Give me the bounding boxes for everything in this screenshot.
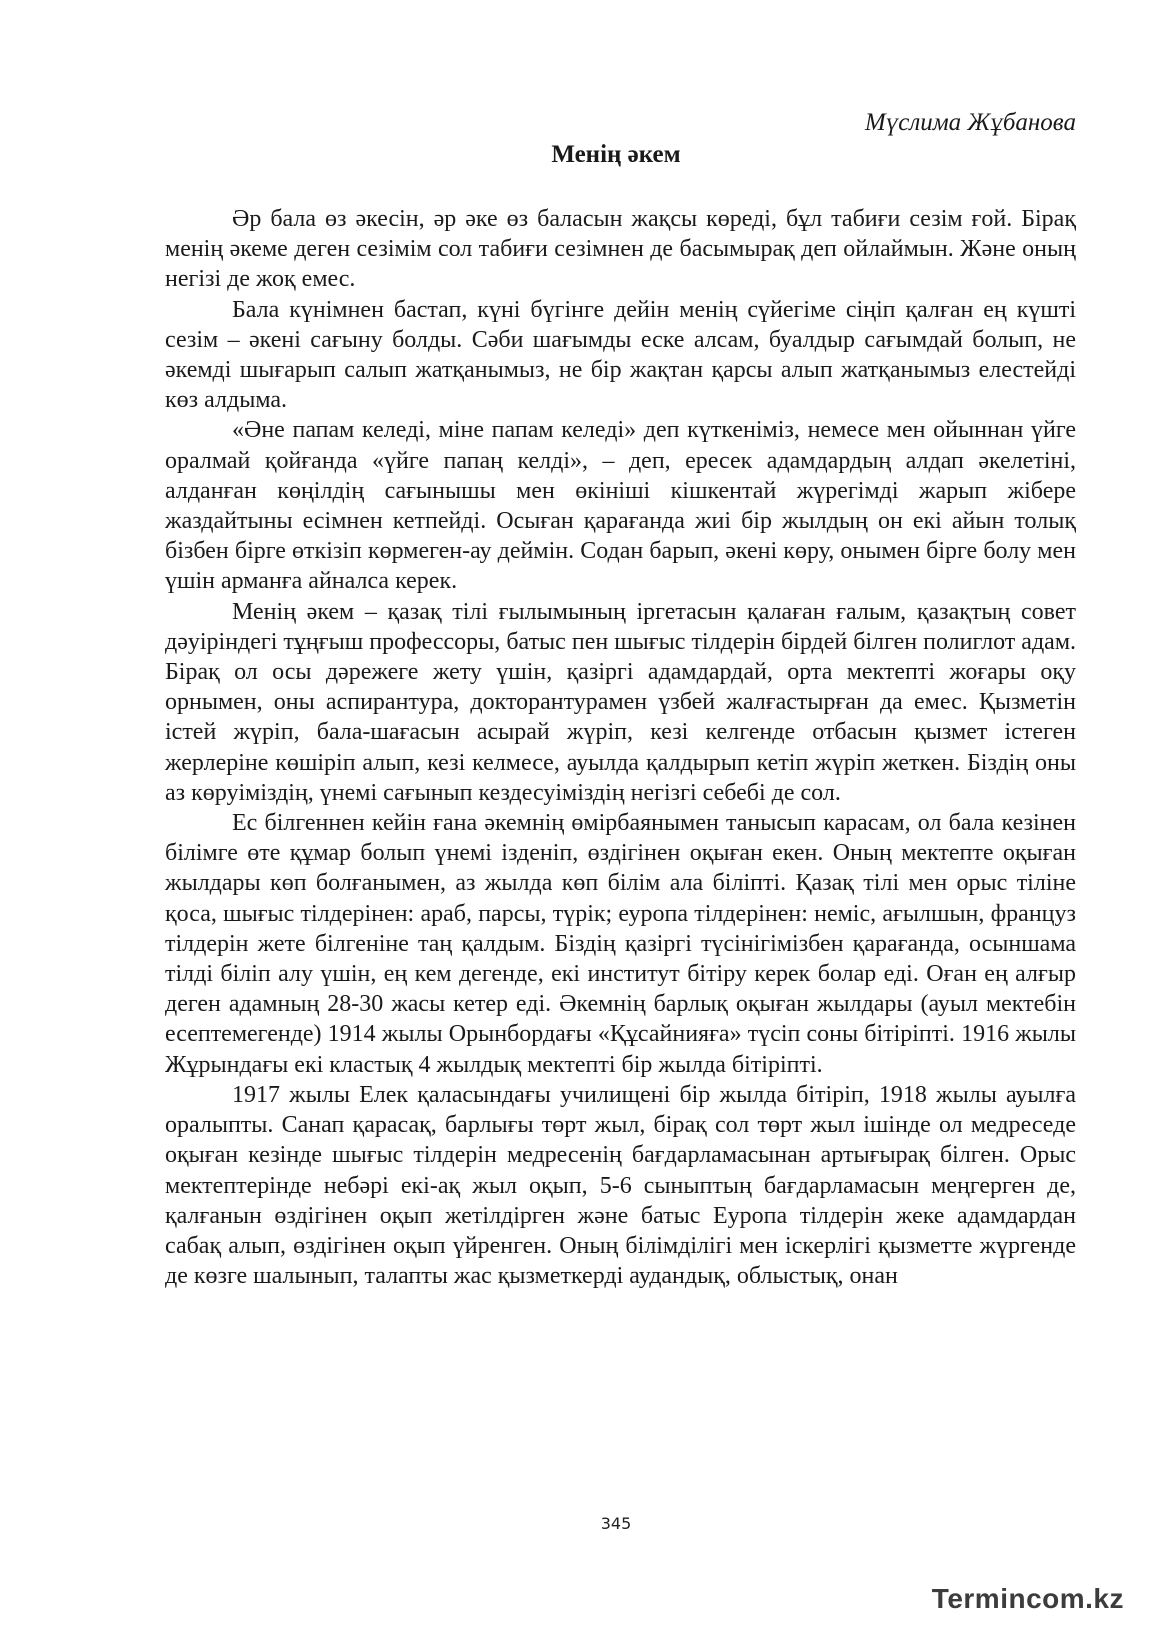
paragraph: 1917 жылы Елек қаласындағы училищені бір жылда бітіріп, 1918 жылы ауылға оралыпты. Санап қарасақ, барлығы төрт жыл, бірақ сол төрт жыл ішінде ол медреседе оқыған кезінде шығыс тілдерін медресенің бағдарламасынан артығырақ білген. Орыс мектептерінде небәрі екі-ақ жыл оқып, 5-6 сыныптың бағдарламасын меңгерген де, қалғанын өздігінен оқып жетілдірген және батыс Еуропа тілдерін жеке адамдардан сабақ алып, өздігінен оқып үйренген. Оның білімділігі мен іскерлігі қызметте жүргенде де көзге шалынып, талапты жас қызметкерді аудандық, облыстық, онан [165,1081,1076,1290]
paragraph: Әр бала өз әкесін, әр әке өз баласын жақсы көреді, бұл табиғи сезім ғой. Бірақ менің әкеме деген сезімім сол табиғи сезімнен де басымырақ деп ойлаймын. Және оның негізі де жоқ емес. [165,206,1076,293]
article-body [165,204,1076,1291]
author-name: Мүслима Жұбанова [864,109,1076,136]
paragraph: «Әне папам келеді, міне папам келеді» деп күткеніміз, немесе мен ойыннан үйге оралмай қойғанда «үйге папаң келді», – деп, ересек адамдардың алдап әкелетіні, алданған көңілдің сағынышы мен өкініші кішкентай жүрегімді жарып жібере жаздайтыны есімнен кетпейді. Осыған қарағанда жиі бір жылдың он екі айын толық бізбен бірге өткізіп көрмеген-ау деймін. Содан барып, әкені көру, онымен бірге болу мен үшін арманға айналса керек. [165,417,1076,595]
page-number: 345 [600,1514,632,1533]
site-watermark: Termincom.kz [931,1583,1124,1614]
paragraph: Бала күнімнен бастап, күні бүгінге дейін менің сүйегіме сіңіп қалған ең күшті сезім – әкені сағыну болды. Сәби шағымды еске алсам, буалдыр сағымдай болып, не әкемді шығарып салып жатқанымыз, не бір жақтан қарсы алып жатқанымыз елестейді көз алдыма. [165,296,1076,414]
paragraph: Ес білгеннен кейін ғана әкемнің өмірбаянымен танысып карасам, ол бала кезінен білімге өте құмар болып үнемі ізденіп, өздігінен оқыған екен. Оның мектепте оқыған жылдары көп болғанымен, аз жылда көп білім ала біліпті. Қазақ тілі мен орыс тіліне қоса, шығыс тілдерінен: араб, парсы, түрік; еуропа тілдерінен: неміс, ағылшын, француз тілдерін жете білгеніне таң қалдым. Біздің қазіргі түсінігімізбен қарағанда, осыншама тілді біліп алу үшін, ең кем дегенде, екі институт бітіру керек болар еді. Оған ең алғыр деген адамның 28-30 жасы кетер еді. Әкемнің барлық оқыған жылдары (ауыл мектебін есептемегенде) 1914 жылы Орынбордағы «Құсайнияға» түсіп соны бітіріпті. 1916 жылы Жұрындағы екі кластық 4 жылдық мектепті бір жылда бітіріпті. [165,810,1076,1078]
article-title: Менің әкем [551,141,681,168]
paragraph: Менің әкем – қазақ тілі ғылымының іргетасын қалаған ғалым, қазақтың совет дәуіріндегі тұңғыш профессоры, батыс пен шығыс тілдерін бірдей білген полиглот адам. Бірақ ол осы дәрежеге жету үшін, қазіргі адамдардай, орта мектепті жоғары оқу орнымен, оны аспирантура, докторантурамен үзбей жалғастырған да емес. Қызметін істей жүріп, бала-шағасын асырай жүріп, кезі келгенде отбасын қызмет істеген жерлеріне көшіріп алып, кезі келмесе, ауылда қалдырып кетіп жүріп жеткен. Біздің оны аз көруіміздің, үнемі сағынып кездесуіміздің негізгі себебі де сол. [165,598,1076,806]
